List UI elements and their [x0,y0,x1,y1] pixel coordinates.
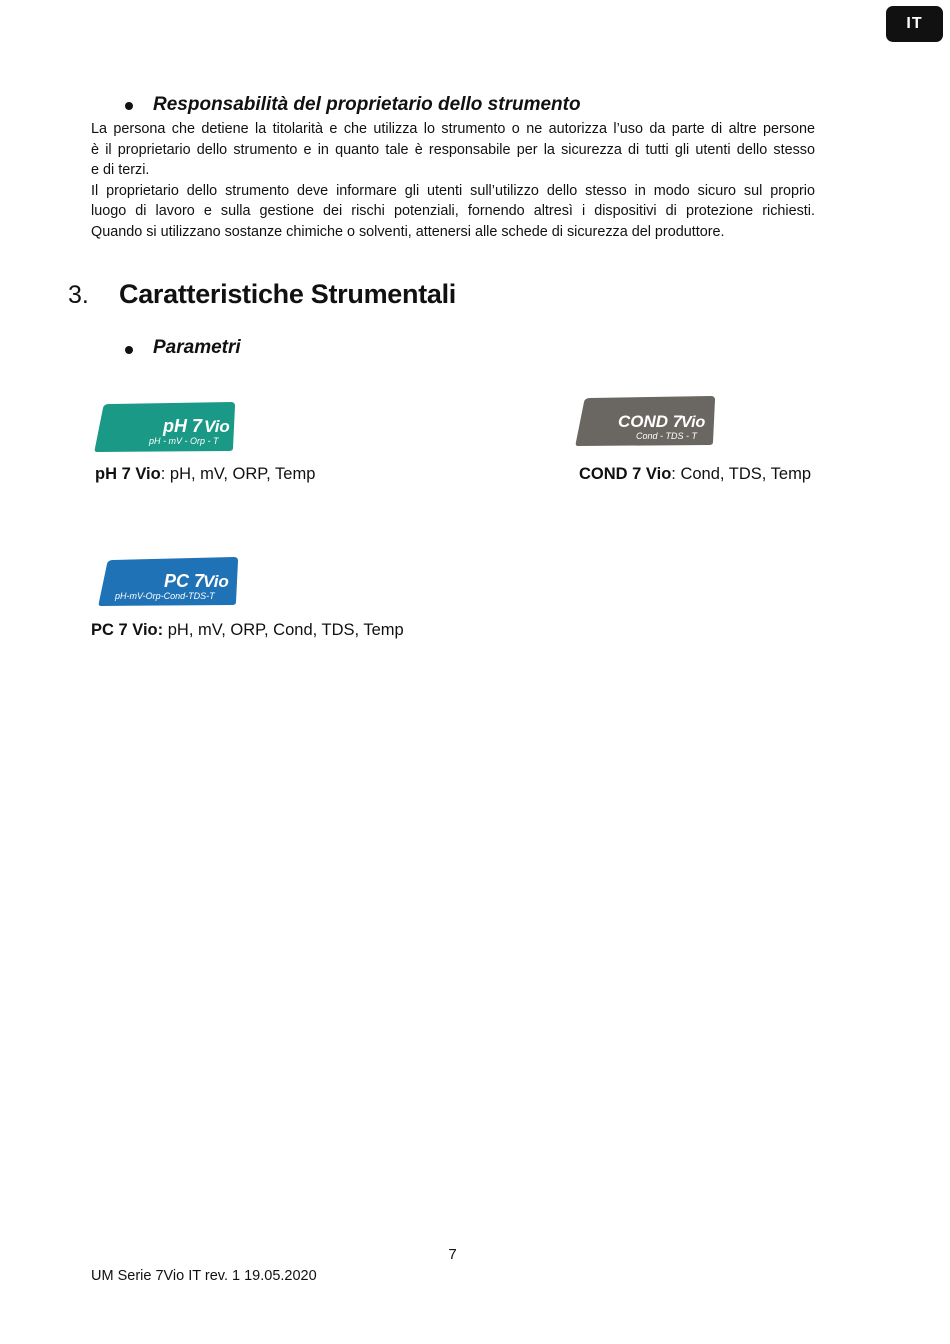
ph7vio-caption [95,465,315,484]
paragraph-line: La persona che detiene la titolarità e che utilizza lo strumento o ne autorizza l’uso da parte di altre persone [91,121,815,137]
pc7vio-logo-suffix: Vio [203,572,229,591]
ph7vio-logo-suffix: Vio [204,417,230,436]
owner-responsibility-heading: Responsabilità del proprietario dello strumento [153,94,581,115]
cond7vio-logo-main: COND 7 [618,412,683,431]
cond7vio-caption [579,465,811,484]
ph7vio-name: pH 7 Vio [95,465,161,483]
ph7vio-logo [93,402,238,454]
paragraph-line: è il proprietario dello strumento e in quanto tale è responsabile per la sicurezza di tutti gli utenti dello stesso [91,141,815,158]
cond7vio-logo [574,396,718,448]
section-title: Caratteristiche Strumentali [119,279,457,309]
ph7vio-params: : pH, mV, ORP, Temp [160,465,316,483]
cond7vio-params: : Cond, TDS, Temp [671,465,811,483]
ph7vio-logo-sub: pH - mV - Orp - T [149,436,219,446]
bullet-icon [125,102,133,110]
paragraph-line: e di terzi. [91,162,150,179]
ph7vio-logo-main: pH 7 [163,416,203,436]
pc7vio-params: pH, mV, ORP, Cond, TDS, Temp [163,621,404,639]
section-number: 3. [68,281,89,309]
pc7vio-caption [91,621,404,640]
cond7vio-logo-sub: Cond - TDS - T [636,431,698,441]
owner-responsibility-paragraph [91,119,815,243]
bullet-icon [125,346,133,354]
pc7vio-logo-main: PC 7 [164,571,205,591]
pc7vio-logo-sub: pH-mV-Orp-Cond-TDS-T [115,591,215,601]
parameters-heading: Parametri [153,337,241,358]
paragraph-line: Il proprietario dello strumento deve informare gli utenti sull’utilizzo dello stesso in modo sicuro sul proprio [91,182,815,199]
language-tab: IT [886,6,943,42]
cond7vio-logo-suffix: Vio [681,414,706,431]
pc7vio-logo [97,556,241,608]
pc7vio-name: PC 7 Vio: [91,621,164,639]
paragraph-line: luogo di lavoro e sulla gestione dei rischi potenziali, fornendo altresì i dispositivi di protezione richiesti. [91,203,815,220]
page-number: 7 [448,1246,457,1263]
footer-text: UM Serie 7Vio IT rev. 1 19.05.2020 [91,1268,317,1284]
cond7vio-name: COND 7 Vio [579,465,672,483]
paragraph-line: Quando si utilizzano sostanze chimiche o solventi, attenersi alle schede di sicurezza del produttore. [91,223,725,240]
